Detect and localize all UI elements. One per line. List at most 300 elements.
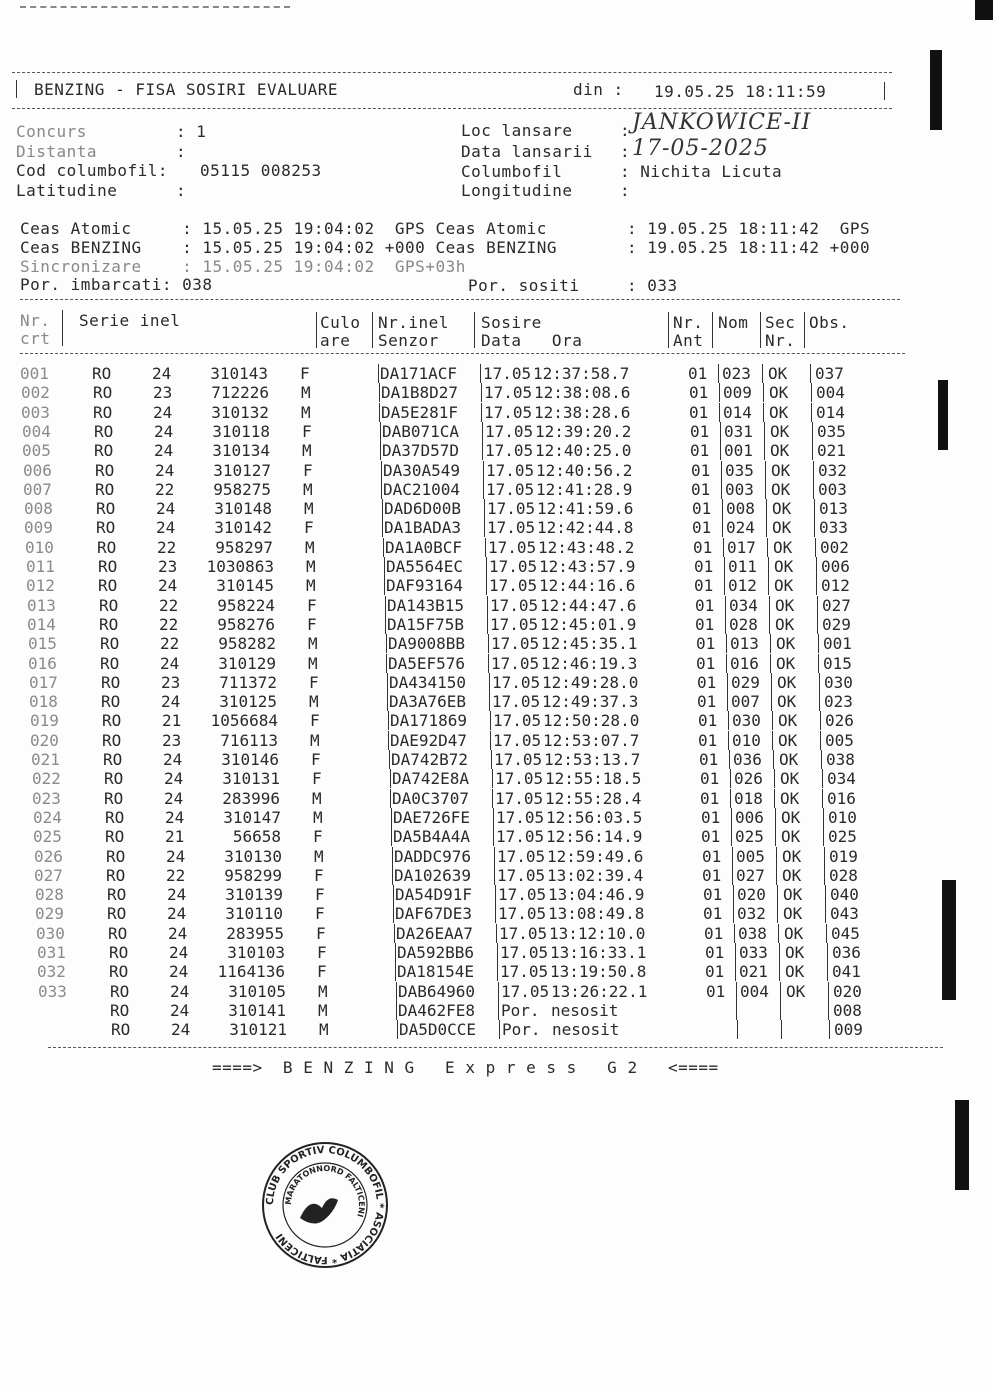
table-row xyxy=(0,557,993,576)
row-crt: 004 xyxy=(22,421,51,441)
row-separator xyxy=(725,596,726,615)
row-separator xyxy=(814,499,815,518)
row-crt: 017 xyxy=(29,672,58,692)
distanta-value: : xyxy=(176,142,187,161)
row-ant: 01 xyxy=(705,943,725,962)
row-year: 24 xyxy=(154,421,174,441)
row-sex: M xyxy=(319,1020,329,1040)
row-separator xyxy=(389,750,390,769)
ceas-atomic-line: Ceas Atomic : 15.05.25 19:04:02 GPS Ceas Atomic xyxy=(20,219,547,238)
row-separator xyxy=(733,885,734,904)
row-ring: 711372 xyxy=(219,672,277,692)
row-separator xyxy=(494,847,495,866)
row-year: 22 xyxy=(159,595,179,615)
ceas-benzing-right: : 19.05.25 18:11:42 +000 xyxy=(627,238,871,257)
row-separator xyxy=(729,750,730,769)
row-nom: 036 xyxy=(733,750,762,769)
svg-text:CLUB SPORTIV COLUMBOFIL * ASOC: CLUB SPORTIV COLUMBOFIL * ASOCIATIA * FALTICENI xyxy=(264,1144,386,1266)
table-row xyxy=(0,615,993,634)
row-time: 13:08:49.8 xyxy=(548,904,645,924)
row-time: 12:37:58.7 xyxy=(533,364,630,383)
row-separator xyxy=(495,885,496,904)
row-date: 17.05 xyxy=(497,846,546,866)
scan-edge-mark xyxy=(975,0,993,20)
col-obs: Obs. xyxy=(809,313,850,332)
row-time: 12:46:19.3 xyxy=(541,653,638,673)
table-row xyxy=(0,982,993,1001)
data-lansare-colon: : xyxy=(620,142,631,161)
row-sensor: DA54D91F xyxy=(395,885,473,905)
row-time: 12:38:28.6 xyxy=(534,402,631,422)
row-nom: 005 xyxy=(736,846,765,866)
row-year: 24 xyxy=(171,1020,191,1040)
row-separator xyxy=(763,383,764,402)
row-date: 17.05 xyxy=(485,421,534,441)
row-separator xyxy=(719,403,720,422)
row-crt: 020 xyxy=(30,730,59,750)
row-separator xyxy=(485,538,486,557)
table-row xyxy=(0,403,993,422)
col-sep xyxy=(760,312,761,348)
row-separator xyxy=(821,750,822,769)
row-nom: 021 xyxy=(739,962,768,982)
row-sex: F xyxy=(317,943,327,962)
row-time: 12:49:37.3 xyxy=(542,692,639,712)
row-time: 12:59:49.6 xyxy=(547,846,644,866)
row-separator xyxy=(828,982,829,1001)
row-sex: F xyxy=(312,769,322,789)
row-separator xyxy=(486,557,487,576)
row-year: 23 xyxy=(158,557,178,576)
row-sec: OK xyxy=(780,769,800,789)
row-crt: 008 xyxy=(24,499,53,519)
row-separator xyxy=(814,518,815,537)
table-row xyxy=(0,866,993,885)
row-crt: 027 xyxy=(34,865,63,885)
row-separator xyxy=(769,615,770,634)
row-date: 17.05 xyxy=(493,730,542,750)
row-sec: OK xyxy=(781,807,801,827)
row-separator xyxy=(817,596,818,615)
row-separator xyxy=(772,711,773,730)
row-sec: OK xyxy=(785,943,805,962)
col-nr-ant: Nr. xyxy=(673,313,704,332)
stamp-seal-icon xyxy=(260,1140,390,1270)
row-separator xyxy=(388,731,389,750)
header-top-rule xyxy=(12,72,892,73)
row-separator xyxy=(381,480,382,499)
row-separator xyxy=(384,557,385,576)
row-date: 17.05 xyxy=(496,827,545,847)
row-sec: OK xyxy=(782,846,802,866)
row-ant: 01 xyxy=(701,827,721,847)
row-year: 22 xyxy=(166,865,186,885)
row-nom: 025 xyxy=(735,827,764,847)
row-sec: OK xyxy=(774,576,794,596)
row-nom: 035 xyxy=(725,460,754,480)
row-sex: M xyxy=(318,1000,328,1020)
row-country: RO xyxy=(108,923,128,943)
table-row xyxy=(0,924,993,943)
col-sep xyxy=(62,310,63,346)
row-sex: M xyxy=(306,576,316,596)
row-separator xyxy=(481,383,482,402)
row-obs: 028 xyxy=(829,865,858,885)
row-ring: 310105 xyxy=(228,981,286,1001)
row-separator xyxy=(391,808,392,827)
row-obs: 027 xyxy=(822,595,851,615)
row-separator xyxy=(768,557,769,576)
row-sex: F xyxy=(310,711,320,731)
row-separator xyxy=(774,769,775,788)
latitudine-value: : xyxy=(176,181,187,200)
data-lansare-label: Data lansarii xyxy=(461,142,593,161)
row-separator xyxy=(735,962,736,981)
row-separator xyxy=(493,808,494,827)
row-date: 17.05 xyxy=(486,460,535,480)
row-separator xyxy=(396,1001,397,1020)
row-sex: M xyxy=(318,981,328,1001)
row-time: 12:41:28.9 xyxy=(536,479,633,499)
table-row xyxy=(0,808,993,827)
row-ring: 958282 xyxy=(218,634,276,654)
table-row xyxy=(0,499,993,518)
row-sec: OK xyxy=(771,479,791,499)
row-separator xyxy=(815,538,816,557)
row-crt: 012 xyxy=(26,576,55,596)
data-lansare-handwritten: 17-05-2025 xyxy=(632,136,769,161)
row-country: RO xyxy=(95,479,115,499)
row-date: 17.05 xyxy=(493,711,542,731)
cod-label: Cod columbofil: xyxy=(16,161,168,180)
table-row xyxy=(0,538,993,557)
row-separator xyxy=(764,422,765,441)
row-date: 17.05 xyxy=(501,981,550,1001)
row-ring: 310129 xyxy=(218,653,276,673)
table-row xyxy=(0,711,993,730)
table-row xyxy=(0,962,993,981)
row-separator xyxy=(766,518,767,537)
row-obs: 034 xyxy=(827,769,856,789)
row-crt: 030 xyxy=(36,923,65,943)
row-obs: 033 xyxy=(819,518,848,538)
row-separator xyxy=(488,654,489,673)
row-crt: 011 xyxy=(26,557,55,576)
row-sensor: DA9008BB xyxy=(388,634,466,654)
row-ant: 01 xyxy=(691,460,711,480)
row-sec: OK xyxy=(778,730,798,750)
row-date: 17.05 xyxy=(492,692,541,712)
row-country: RO xyxy=(95,460,115,480)
row-separator xyxy=(382,499,383,518)
columbofil-label: Columbofil xyxy=(461,162,563,181)
row-date: 17.05 xyxy=(484,402,533,422)
row-date: 17.05 xyxy=(494,750,543,769)
row-ant: 01 xyxy=(701,807,721,827)
row-sensor: DA171869 xyxy=(390,711,468,731)
row-time: 12:40:56.2 xyxy=(536,460,633,480)
row-separator xyxy=(825,885,826,904)
row-sensor: DA0C3707 xyxy=(392,788,470,808)
col-data-ora: Data Ora xyxy=(481,331,583,350)
row-sensor: DA1B8D27 xyxy=(381,383,459,403)
row-separator xyxy=(395,943,396,962)
row-separator xyxy=(766,499,767,518)
row-country: RO xyxy=(100,653,120,673)
col-sep xyxy=(804,312,805,348)
row-separator xyxy=(817,615,818,634)
row-country: RO xyxy=(97,537,117,557)
row-sec: OK xyxy=(777,672,797,692)
row-separator xyxy=(762,364,763,383)
col-nrinel: Nr.inel xyxy=(378,313,449,332)
row-separator xyxy=(779,962,780,981)
col-culoare-2: are xyxy=(320,331,351,350)
table-row xyxy=(0,518,993,537)
row-year: 24 xyxy=(152,364,172,383)
row-ant: 01 xyxy=(690,441,710,461)
row-date: 17.05 xyxy=(484,383,533,403)
table-row xyxy=(0,441,993,460)
row-separator xyxy=(776,866,777,885)
row-time: nesosit xyxy=(551,1000,619,1020)
row-ant: 01 xyxy=(704,923,724,943)
row-sex: F xyxy=(307,595,317,615)
row-sensor: DA434150 xyxy=(389,672,467,692)
row-sec: OK xyxy=(782,865,802,885)
row-separator xyxy=(812,422,813,441)
row-separator xyxy=(499,1020,500,1039)
row-separator xyxy=(379,403,380,422)
header-rule xyxy=(20,353,905,354)
row-sec: OK xyxy=(780,788,800,808)
row-sensor: DA102639 xyxy=(394,865,472,885)
row-separator xyxy=(765,461,766,480)
row-separator xyxy=(722,518,723,537)
row-obs: 045 xyxy=(831,923,860,943)
row-sex: M xyxy=(301,383,311,403)
row-separator xyxy=(773,750,774,769)
row-date: 17.05 xyxy=(489,557,538,576)
row-sex: M xyxy=(305,537,315,557)
row-crt: 015 xyxy=(28,634,57,654)
row-country: RO xyxy=(96,499,116,519)
row-ring: 958275 xyxy=(213,479,271,499)
row-date: 17.05 xyxy=(498,904,547,924)
row-ant: 01 xyxy=(695,595,715,615)
row-crt: 024 xyxy=(33,807,62,827)
row-ant: 01 xyxy=(700,788,720,808)
row-nom: 012 xyxy=(728,576,757,596)
row-time: 12:38:08.6 xyxy=(534,383,631,403)
row-separator xyxy=(775,808,776,827)
svg-text:MARATONNORD FALTICENI: MARATONNORD FALTICENI xyxy=(283,1163,367,1219)
row-separator xyxy=(780,982,781,1001)
row-year: 23 xyxy=(153,383,173,403)
row-time: 12:41:59.6 xyxy=(537,499,634,519)
row-separator xyxy=(486,576,487,595)
row-separator xyxy=(774,789,775,808)
row-separator xyxy=(770,654,771,673)
longitudine-label: Longitudine xyxy=(461,181,573,200)
row-obs: 041 xyxy=(832,962,861,982)
row-country: RO xyxy=(101,672,121,692)
row-separator xyxy=(386,654,387,673)
table-row xyxy=(0,461,993,480)
row-country: RO xyxy=(106,846,126,866)
cod-value: 05115 008253 xyxy=(200,161,322,180)
concurs-label: Concurs xyxy=(16,122,87,141)
scan-edge-mark xyxy=(930,50,942,130)
row-country: RO xyxy=(92,364,112,383)
row-separator xyxy=(727,673,728,692)
footer-banner: ====> B E N Z I N G E x p r e s s G 2 <==== xyxy=(212,1058,719,1077)
row-obs: 030 xyxy=(824,672,853,692)
row-country: RO xyxy=(93,402,113,422)
row-sec: OK xyxy=(775,614,795,634)
col-sep xyxy=(372,312,373,348)
row-crt: 013 xyxy=(27,595,56,615)
row-sensor: DA5D0CCE xyxy=(399,1020,477,1040)
row-year: 24 xyxy=(154,441,174,461)
ceas-atomic-gps: : 19.05.25 18:11:42 GPS xyxy=(627,219,871,238)
row-sex: M xyxy=(302,441,312,461)
row-separator xyxy=(487,615,488,634)
row-sex: M xyxy=(314,846,324,866)
row-separator xyxy=(730,789,731,808)
document-title: BENZING - FISA SOSIRI EVALUARE xyxy=(34,80,338,99)
row-sex: F xyxy=(313,827,323,847)
imbarcati-line: Por. imbarcati: 038 xyxy=(20,275,213,294)
row-obs: 006 xyxy=(821,557,850,576)
row-sec: OK xyxy=(770,421,790,441)
row-sex: M xyxy=(308,634,318,654)
row-year: 24 xyxy=(169,943,189,962)
row-nom: 010 xyxy=(732,730,761,750)
row-sensor: DAD6D00B xyxy=(384,499,462,519)
row-sex: F xyxy=(300,364,310,383)
row-ring: 310110 xyxy=(225,904,283,924)
row-country: RO xyxy=(110,981,130,1001)
row-date: 17.05 xyxy=(490,614,539,634)
row-date: 17.05 xyxy=(500,943,549,962)
row-separator xyxy=(826,924,827,943)
row-sensor: DA5EF576 xyxy=(388,653,466,673)
row-time: 12:45:01.9 xyxy=(540,614,637,634)
row-separator xyxy=(737,1020,738,1039)
row-year: 24 xyxy=(158,576,178,596)
row-sensor: DA37D57D xyxy=(382,441,460,461)
row-country: RO xyxy=(102,730,122,750)
col-culoare: Culo xyxy=(320,313,361,332)
row-separator xyxy=(488,634,489,653)
row-ant: 01 xyxy=(706,981,726,1001)
row-sex: F xyxy=(315,885,325,905)
distanta-label: Distanta xyxy=(16,142,98,161)
row-country: RO xyxy=(107,904,127,924)
row-sensor: DAE726FE xyxy=(393,807,471,827)
row-ring: 310125 xyxy=(219,692,277,712)
row-nom: 027 xyxy=(736,865,765,885)
row-ring: 1056684 xyxy=(210,711,278,731)
row-crt: 016 xyxy=(28,653,57,673)
row-country: RO xyxy=(104,769,124,789)
row-crt: 001 xyxy=(20,364,49,383)
row-separator xyxy=(824,847,825,866)
row-year: 24 xyxy=(155,460,175,480)
row-crt: 005 xyxy=(22,441,51,461)
row-time: 12:55:28.4 xyxy=(545,788,642,808)
row-separator xyxy=(732,847,733,866)
row-country: RO xyxy=(99,614,119,634)
row-ring: 958276 xyxy=(217,614,275,634)
row-separator xyxy=(487,596,488,615)
row-separator xyxy=(490,731,491,750)
row-sensor: DA742B72 xyxy=(391,750,469,769)
row-ant: 01 xyxy=(703,904,723,924)
row-ant: 01 xyxy=(690,421,710,441)
row-separator xyxy=(781,1020,782,1039)
row-year: 24 xyxy=(160,653,180,673)
row-separator xyxy=(718,364,719,383)
row-nom: 001 xyxy=(724,441,753,461)
loc-colon: : xyxy=(620,121,631,140)
row-separator xyxy=(493,827,494,846)
row-time: 12:53:07.7 xyxy=(543,730,640,750)
col-sep xyxy=(316,312,317,348)
col-sec: Sec xyxy=(765,313,796,332)
row-separator xyxy=(771,692,772,711)
row-country: RO xyxy=(98,576,118,596)
row-separator xyxy=(719,383,720,402)
row-year: 22 xyxy=(155,479,175,499)
row-sec: OK xyxy=(783,885,803,905)
row-ring: 283996 xyxy=(222,788,280,808)
row-separator xyxy=(392,847,393,866)
row-obs: 010 xyxy=(828,807,857,827)
row-sensor: DA5E281F xyxy=(381,402,459,422)
row-separator xyxy=(720,422,721,441)
row-sec: OK xyxy=(770,441,790,461)
row-ant: 01 xyxy=(698,730,718,750)
row-nom: 009 xyxy=(723,383,752,403)
row-crt: 028 xyxy=(35,885,64,905)
row-year: 23 xyxy=(162,730,182,750)
col-sosire: Sosire xyxy=(481,313,542,332)
row-time: 12:40:25.0 xyxy=(535,441,632,461)
row-nom: 032 xyxy=(737,904,766,924)
col-sep xyxy=(474,312,475,348)
row-time: 13:12:10.0 xyxy=(549,923,646,943)
row-date: 17.05 xyxy=(490,595,539,615)
row-separator xyxy=(735,943,736,962)
row-sex: F xyxy=(304,518,314,538)
row-separator xyxy=(390,769,391,788)
row-year: 24 xyxy=(170,981,190,1001)
row-crt: 023 xyxy=(32,788,61,808)
col-sep xyxy=(712,312,713,348)
row-ring: 310143 xyxy=(210,364,268,383)
row-nom: 016 xyxy=(730,653,759,673)
row-ring: 310147 xyxy=(223,807,281,827)
row-separator xyxy=(397,1020,398,1039)
row-ant: 01 xyxy=(697,692,717,712)
row-sec: OK xyxy=(774,557,794,576)
row-sex: M xyxy=(309,692,319,712)
row-ant: 01 xyxy=(698,711,718,731)
row-ring: 310132 xyxy=(211,402,269,422)
row-ant: 01 xyxy=(700,769,720,789)
